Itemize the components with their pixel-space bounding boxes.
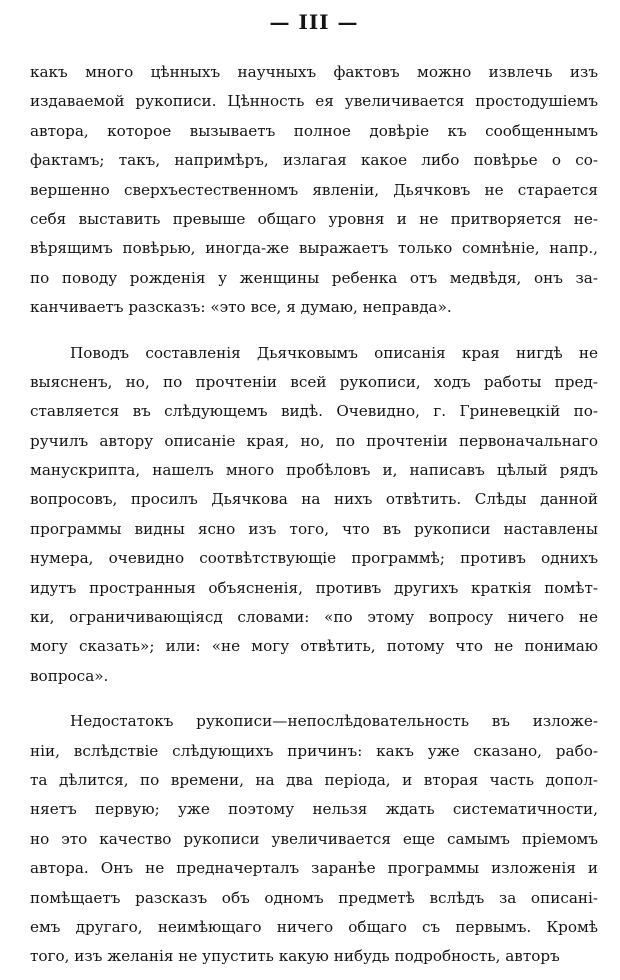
- body-text: [30, 58, 598, 972]
- text-line: вершенно сверхъестественномъ явленіи, Дьячковъ не старается: [30, 180, 598, 199]
- text-line: ніи, вслѣдствіе слѣдующихъ причинъ: какъ уже сказано, рабо-: [30, 741, 598, 760]
- text-line: нумера, очевидно соотвѣтствующіе программѣ; противъ однихъ: [30, 549, 598, 568]
- text-line: канчиваетъ разсказъ: «это все, я думаю, неправда».: [30, 298, 452, 317]
- text-line: вѣрящимъ повѣрью, иногда-же выражаетъ только сомнѣніе, напр.,: [30, 239, 598, 258]
- text-line: по поводу рожденія у женщины ребенка отъ медвѣдя, онъ за-: [30, 268, 598, 287]
- text-line: выясненъ, но, по прочтеніи всей рукописи, ходъ работы пред-: [30, 372, 598, 391]
- text-line: та дѣлится, по времени, на два періода, и вторая часть допол-: [30, 770, 598, 789]
- text-line: издаваемой рукописи. Цѣнность ея увеличивается простодушіемъ: [30, 92, 598, 111]
- text-line: ручилъ автору описаніе края, но, по прочтеніи первоначальнаго: [30, 431, 598, 450]
- text-line: автора, которое вызываетъ полное довѣріе къ сообщеннымъ: [30, 121, 598, 140]
- paragraph: [30, 707, 598, 972]
- text-line: но это качество рукописи увеличивается еще самымъ пріемомъ: [30, 829, 598, 848]
- text-line: какъ много цѣнныхъ научныхъ фактовъ можно извлечь изъ: [30, 63, 598, 81]
- text-line: ки, ограничивающіясд словами: «по этому вопросу ничего не: [30, 608, 598, 627]
- text-line: вопросовъ, просилъ Дьячкова на нихъ отвѣтить. Слѣды данной: [30, 490, 598, 509]
- text-line: емъ другаго, неимѣющаго ничего общаго съ первымъ. Кромѣ: [30, 917, 598, 936]
- paragraph: [30, 339, 598, 692]
- text-line: программы видны ясно изъ того, что въ рукописи наставлены: [30, 519, 598, 538]
- text-line: идутъ пространныя объясненія, противъ другихъ краткія помѣт-: [30, 578, 598, 597]
- text-line: фактамъ; такъ, напримѣръ, излагая какое либо повѣрье о со-: [30, 151, 598, 170]
- text-line: манускрипта, нашелъ много пробѣловъ и, написавъ цѣлый рядъ: [30, 461, 598, 480]
- text-line: автора. Онъ не предначерталъ заранѣе программы изложенія и: [30, 859, 598, 878]
- page-number: — III —: [269, 10, 359, 34]
- text-line: себя выставить превыше общаго уровня и не притворяется не-: [30, 209, 598, 228]
- paragraph: [30, 58, 598, 323]
- text-line: Недостатокъ рукописи—непослѣдовательность въ изложе-: [70, 712, 598, 731]
- text-line: вопроса».: [30, 666, 109, 685]
- text-line: няетъ первую; уже поэтому нельзя ждать систематичности,: [30, 800, 598, 819]
- text-line: Поводъ составленія Дьячковымъ описанія края нигдѣ не: [70, 343, 598, 362]
- text-line: того, изъ желанія не упустить какую нибудь подробность, авторъ: [30, 947, 560, 966]
- text-line: могу сказать»; или: «не могу отвѣтить, потому что не понимаю: [30, 637, 598, 656]
- text-line: помѣщаетъ разсказъ объ одномъ предметѣ вслѣдъ за описані-: [30, 888, 598, 907]
- text-line: ставляется въ слѣдующемъ видѣ. Очевидно, г. Гриневецкій по-: [30, 402, 598, 421]
